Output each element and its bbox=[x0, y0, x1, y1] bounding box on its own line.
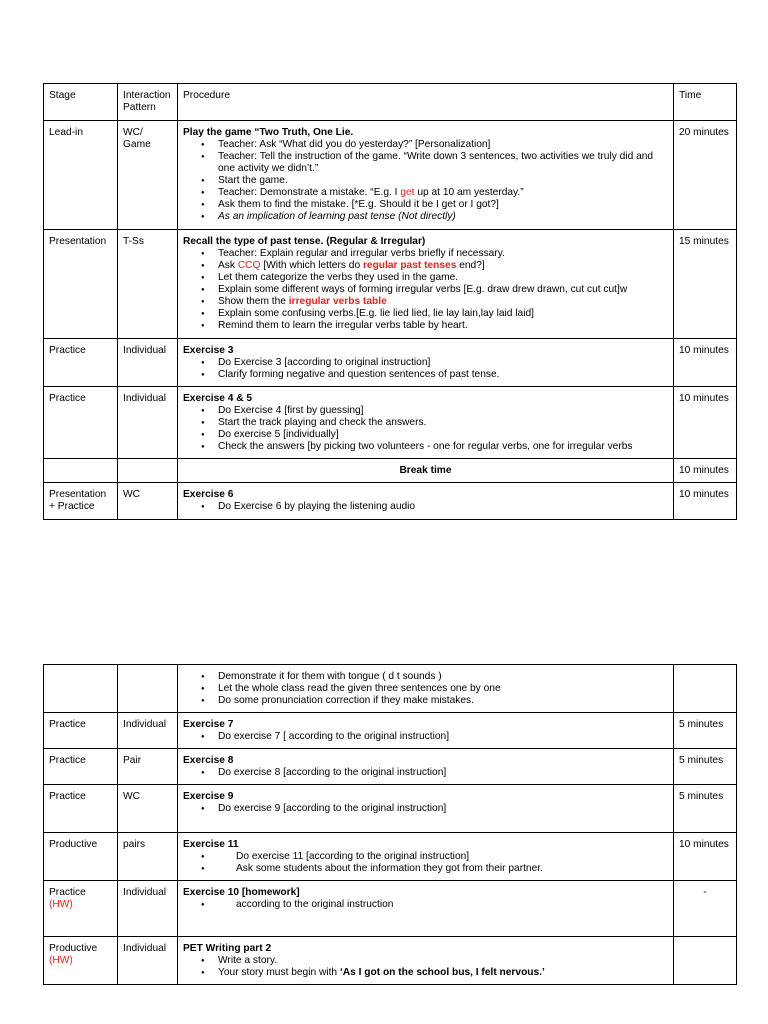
stage-cell: Practice bbox=[44, 785, 118, 833]
list-item: ● Demonstrate it for them with tongue ( d t sounds ) bbox=[183, 671, 668, 683]
procedure-title: Exercise 3 bbox=[183, 345, 234, 356]
table-row bbox=[44, 881, 737, 937]
list-item: ● Ask them to find the mistake. [*E.g. Should it be I get or I got?] bbox=[183, 199, 668, 211]
table-row bbox=[44, 339, 737, 387]
table-row bbox=[44, 713, 737, 749]
list-item: ● Start the track playing and check the answers. bbox=[183, 417, 668, 429]
header-procedure: Procedure bbox=[178, 84, 674, 121]
procedure-cell bbox=[178, 833, 674, 881]
interaction-cell: WC bbox=[118, 483, 178, 520]
procedure-title: Recall the type of past tense. (Regular & Irregular) bbox=[183, 236, 426, 247]
list-item: ● Show them the irregular verbs table bbox=[183, 296, 668, 308]
time-cell: 10 minutes bbox=[674, 833, 737, 881]
procedure-list bbox=[183, 501, 668, 513]
table-row bbox=[44, 749, 737, 785]
time-cell: 5 minutes bbox=[674, 749, 737, 785]
time-cell: 5 minutes bbox=[674, 785, 737, 833]
procedure-list bbox=[183, 803, 668, 815]
header-time: Time bbox=[674, 84, 737, 121]
procedure-list bbox=[183, 357, 668, 381]
time-cell: 15 minutes bbox=[674, 230, 737, 339]
stage-cell bbox=[44, 665, 118, 713]
time-cell bbox=[674, 937, 737, 985]
procedure-title: Exercise 4 & 5 bbox=[183, 393, 253, 404]
list-item: ● Your story must begin with ‘As I got on the school bus, I felt nervous.’ bbox=[183, 967, 668, 979]
list-item: ● Remind them to learn the irregular verbs table by heart. bbox=[183, 320, 668, 332]
interaction-cell: Individual bbox=[118, 937, 178, 985]
list-item: ● Do exercise 11 [according to the original instruction] bbox=[183, 851, 668, 863]
table-row bbox=[44, 665, 737, 713]
list-item: ● Teacher: Tell the instruction of the game. “Write down 3 sentences, two activities we truly did and one activity we didn’t.” bbox=[183, 151, 668, 175]
lesson-plan-table-2 bbox=[43, 664, 737, 985]
stage-cell: Presentation bbox=[44, 230, 118, 339]
procedure-list bbox=[183, 767, 668, 779]
procedure-list bbox=[183, 405, 668, 453]
list-item: ● Ask some students about the information they got from their partner. bbox=[183, 863, 668, 875]
stage-cell: Productive bbox=[44, 833, 118, 881]
list-item: ● Do exercise 5 [individually] bbox=[183, 429, 668, 441]
procedure-title: Exercise 9 bbox=[183, 791, 234, 802]
procedure-title: Exercise 6 bbox=[183, 489, 234, 500]
procedure-cell bbox=[178, 230, 674, 339]
procedure-list bbox=[183, 731, 668, 743]
procedure-list bbox=[183, 899, 668, 911]
interaction-cell: pairs bbox=[118, 833, 178, 881]
procedure-title: Exercise 8 bbox=[183, 755, 234, 766]
stage-cell bbox=[44, 459, 118, 483]
homework-tag: (HW) bbox=[49, 955, 73, 966]
table-row bbox=[44, 387, 737, 459]
lesson-plan-table-1 bbox=[43, 83, 737, 520]
time-cell: - bbox=[674, 881, 737, 937]
procedure-list bbox=[183, 671, 668, 707]
list-item: ● Do exercise 8 [according to the original instruction] bbox=[183, 767, 668, 779]
stage-cell: Practice bbox=[44, 749, 118, 785]
stage-cell: Presentation + Practice bbox=[44, 483, 118, 520]
procedure-title: Exercise 7 bbox=[183, 719, 234, 730]
table-row bbox=[44, 230, 737, 339]
time-cell: 10 minutes bbox=[674, 339, 737, 387]
interaction-cell: Pair bbox=[118, 749, 178, 785]
break-cell: Break time bbox=[178, 459, 674, 483]
interaction-cell bbox=[118, 665, 178, 713]
list-item: ● Explain some confusing verbs.[E.g. lie lied lied, lie lay lain,lay laid laid] bbox=[183, 308, 668, 320]
procedure-list bbox=[183, 851, 668, 875]
table-row bbox=[44, 785, 737, 833]
procedure-title: Exercise 11 bbox=[183, 839, 239, 850]
procedure-cell bbox=[178, 749, 674, 785]
interaction-cell: WC bbox=[118, 785, 178, 833]
stage-cell: Practice bbox=[44, 713, 118, 749]
procedure-cell bbox=[178, 785, 674, 833]
procedure-cell bbox=[178, 937, 674, 985]
time-cell: 10 minutes bbox=[674, 387, 737, 459]
homework-tag: (HW) bbox=[49, 899, 73, 910]
procedure-title: PET Writing part 2 bbox=[183, 943, 272, 954]
stage-label: Practice bbox=[49, 887, 86, 898]
list-item: ● As an implication of learning past tense (Not directly) bbox=[183, 211, 668, 223]
interaction-cell: Individual bbox=[118, 713, 178, 749]
interaction-cell: Individual bbox=[118, 881, 178, 937]
time-cell: 5 minutes bbox=[674, 713, 737, 749]
table-row bbox=[44, 937, 737, 985]
table-row bbox=[44, 483, 737, 520]
list-item: ● Teacher: Ask “What did you do yesterday?” [Personalization] bbox=[183, 139, 668, 151]
interaction-cell: T-Ss bbox=[118, 230, 178, 339]
list-item: ● according to the original instruction bbox=[183, 899, 668, 911]
stage-cell bbox=[44, 937, 118, 985]
list-item: ● Let the whole class read the given three sentences one by one bbox=[183, 683, 668, 695]
list-item: ● Check the answers [by picking two volunteers - one for regular verbs, one for irregular verbs bbox=[183, 441, 668, 453]
procedure-cell bbox=[178, 483, 674, 520]
list-item: ● Write a story. bbox=[183, 955, 668, 967]
procedure-list bbox=[183, 248, 668, 332]
procedure-cell bbox=[178, 665, 674, 713]
list-item: ● Explain some different ways of forming irregular verbs [E.g. draw drew drawn, cut cut cut]w bbox=[183, 284, 668, 296]
list-item: ● Start the game. bbox=[183, 175, 668, 187]
table-header-row bbox=[44, 84, 737, 121]
stage-cell bbox=[44, 881, 118, 937]
list-item: ● Do Exercise 6 by playing the listening audio bbox=[183, 501, 668, 513]
table-row bbox=[44, 833, 737, 881]
interaction-cell bbox=[118, 459, 178, 483]
interaction-cell: Individual bbox=[118, 339, 178, 387]
procedure-title: Exercise 10 [homework] bbox=[183, 887, 300, 898]
time-cell: 20 minutes bbox=[674, 121, 737, 230]
time-cell bbox=[674, 665, 737, 713]
procedure-cell bbox=[178, 387, 674, 459]
list-item: ● Teacher: Explain regular and irregular verbs briefly if necessary. bbox=[183, 248, 668, 260]
list-item: ● Do Exercise 3 [according to original instruction] bbox=[183, 357, 668, 369]
list-item: ● Teacher: Demonstrate a mistake. “E.g. I get up at 10 am yesterday.” bbox=[183, 187, 668, 199]
stage-cell: Lead-in bbox=[44, 121, 118, 230]
procedure-cell bbox=[178, 339, 674, 387]
procedure-cell bbox=[178, 881, 674, 937]
list-item: ● Do some pronunciation correction if they make mistakes. bbox=[183, 695, 668, 707]
list-item: ● Do Exercise 4 [first by guessing] bbox=[183, 405, 668, 417]
list-item: ● Ask CCQ [With which letters do regular past tenses end?] bbox=[183, 260, 668, 272]
interaction-cell: WC/ Game bbox=[118, 121, 178, 230]
list-item: ● Do exercise 7 [ according to the original instruction] bbox=[183, 731, 668, 743]
procedure-list bbox=[183, 955, 668, 979]
list-item: ● Do exercise 9 [according to the original instruction] bbox=[183, 803, 668, 815]
procedure-cell bbox=[178, 713, 674, 749]
procedure-title: Play the game “Two Truth, One Lie. bbox=[183, 127, 354, 138]
header-interaction: Interaction Pattern bbox=[118, 84, 178, 121]
time-cell: 10 minutes bbox=[674, 459, 737, 483]
table-row bbox=[44, 121, 737, 230]
procedure-cell bbox=[178, 121, 674, 230]
stage-cell: Practice bbox=[44, 387, 118, 459]
procedure-list bbox=[183, 139, 668, 223]
time-cell: 10 minutes bbox=[674, 483, 737, 520]
interaction-cell: Individual bbox=[118, 387, 178, 459]
table-row bbox=[44, 459, 737, 483]
list-item: ● Clarify forming negative and question sentences of past tense. bbox=[183, 369, 668, 381]
stage-label: Productive bbox=[49, 943, 98, 954]
list-item: ● Let them categorize the verbs they used in the game. bbox=[183, 272, 668, 284]
stage-cell: Practice bbox=[44, 339, 118, 387]
header-stage: Stage bbox=[44, 84, 118, 121]
